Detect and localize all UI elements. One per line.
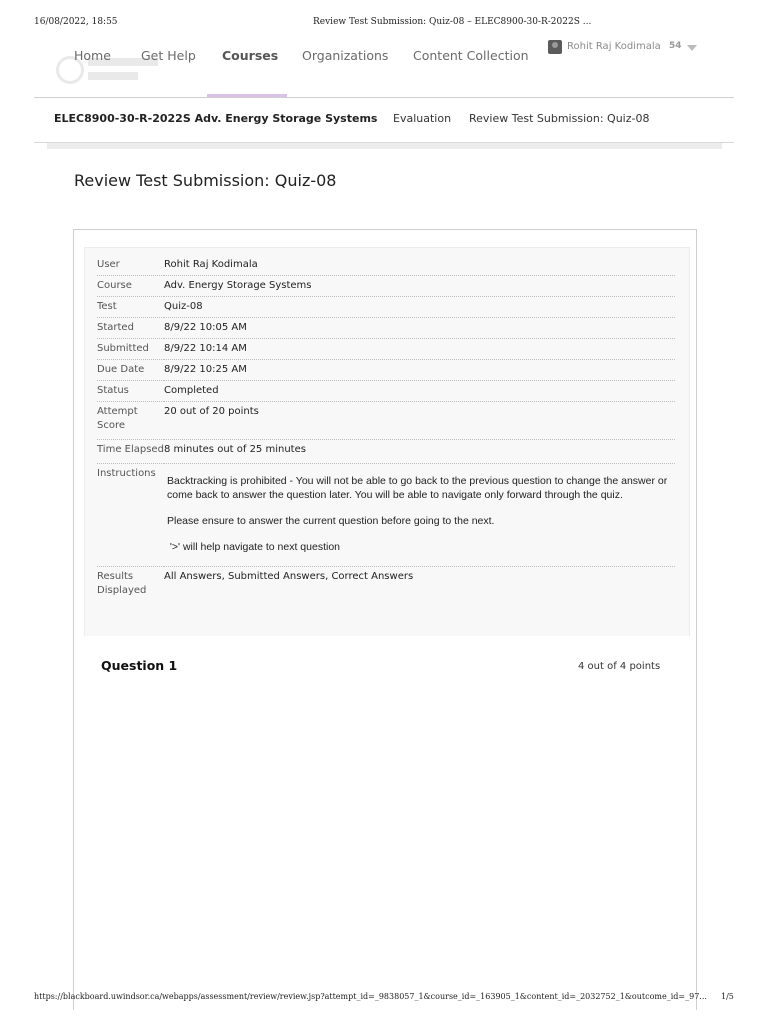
submission-panel bbox=[73, 229, 697, 1010]
table-row bbox=[97, 360, 675, 381]
print-header bbox=[0, 17, 768, 31]
detail-value-results-displayed: All Answers, Submitted Answers, Correct Answers bbox=[164, 571, 414, 582]
user-name[interactable]: Rohit Raj Kodimala bbox=[567, 41, 661, 52]
submission-details bbox=[84, 247, 690, 636]
detail-label-started: Started bbox=[97, 318, 164, 339]
nav-home[interactable]: Home bbox=[74, 48, 111, 63]
detail-label-test: Test bbox=[97, 297, 164, 318]
detail-label-attempt-score: Attempt Score bbox=[97, 402, 164, 440]
detail-label-user: User bbox=[97, 255, 164, 276]
table-row bbox=[97, 381, 675, 402]
detail-value-attempt-score: 20 out of 20 points bbox=[164, 402, 675, 440]
instructions-paragraph: Please ensure to answer the current question before going to the next. bbox=[167, 515, 495, 527]
instructions-paragraph: Backtracking is prohibited - You will not be able to go back to the previous question to change the answer or come back to answer the question later. You will be able to navigate only forward through the quiz. bbox=[167, 475, 668, 501]
detail-value-started: 8/9/22 10:05 AM bbox=[164, 318, 675, 339]
instructions-paragraph: '>' will help navigate to next question bbox=[167, 541, 340, 553]
detail-label-due-date: Due Date bbox=[97, 360, 164, 381]
top-navigation bbox=[0, 32, 768, 98]
detail-label-status: Status bbox=[97, 381, 164, 402]
table-row bbox=[97, 567, 675, 602]
nav-get-help[interactable]: Get Help bbox=[141, 48, 196, 63]
notification-badge[interactable]: 54 bbox=[669, 41, 682, 51]
chevron-down-icon[interactable] bbox=[687, 45, 697, 51]
detail-label-time-elapsed: Time Elapsed bbox=[97, 440, 164, 464]
table-row bbox=[97, 440, 675, 464]
breadcrumb-course[interactable]: ELEC8900-30-R-2022S Adv. Energy Storage Systems bbox=[54, 112, 378, 125]
detail-label-instructions: Instructions bbox=[97, 464, 164, 567]
nav-content-collection[interactable]: Content Collection bbox=[413, 48, 529, 63]
page-title: Review Test Submission: Quiz-08 bbox=[74, 171, 337, 190]
header-shadow bbox=[47, 143, 722, 149]
table-row bbox=[97, 402, 675, 440]
nav-organizations[interactable]: Organizations bbox=[302, 48, 389, 63]
breadcrumb-evaluation[interactable]: Evaluation bbox=[393, 112, 452, 125]
detail-value-time-elapsed: 8 minutes out of 25 minutes bbox=[164, 440, 675, 464]
detail-value-test: Quiz-08 bbox=[164, 297, 675, 318]
question-points: 4 out of 4 points bbox=[578, 661, 661, 672]
table-row bbox=[97, 276, 675, 297]
detail-value-status: Completed bbox=[164, 381, 675, 402]
nav-courses[interactable]: Courses bbox=[222, 48, 279, 63]
detail-value-user: Rohit Raj Kodimala bbox=[164, 255, 675, 276]
breadcrumb bbox=[34, 98, 734, 142]
detail-label-submitted: Submitted bbox=[97, 339, 164, 360]
question-title: Question 1 bbox=[101, 658, 178, 673]
table-row bbox=[97, 464, 675, 567]
detail-label-results-displayed: Results Displayed bbox=[97, 571, 147, 596]
table-row bbox=[97, 255, 675, 276]
print-page-number: 1/5 bbox=[721, 992, 734, 1001]
detail-value-course: Adv. Energy Storage Systems bbox=[164, 276, 675, 297]
question-header bbox=[74, 650, 694, 680]
print-document-title: Review Test Submission: Quiz-08 – ELEC8900-30-R-2022S ... bbox=[313, 17, 592, 27]
detail-label-course: Course bbox=[97, 276, 164, 297]
instructions-text bbox=[164, 464, 675, 567]
table-row bbox=[97, 318, 675, 339]
avatar bbox=[548, 40, 562, 54]
print-url: https://blackboard.uwindsor.ca/webapps/assessment/review/review.jsp?attempt_id=_9838057_1&course_id=_163905_1&content_id=_2032752_1&outcome_id=_97... bbox=[34, 992, 707, 1001]
breadcrumb-current: Review Test Submission: Quiz-08 bbox=[469, 112, 650, 125]
table-row bbox=[97, 297, 675, 318]
detail-value-submitted: 8/9/22 10:14 AM bbox=[164, 339, 675, 360]
table-row bbox=[97, 339, 675, 360]
print-date: 16/08/2022, 18:55 bbox=[34, 17, 118, 27]
detail-value-due-date: 8/9/22 10:25 AM bbox=[164, 360, 675, 381]
details-table bbox=[97, 255, 675, 601]
